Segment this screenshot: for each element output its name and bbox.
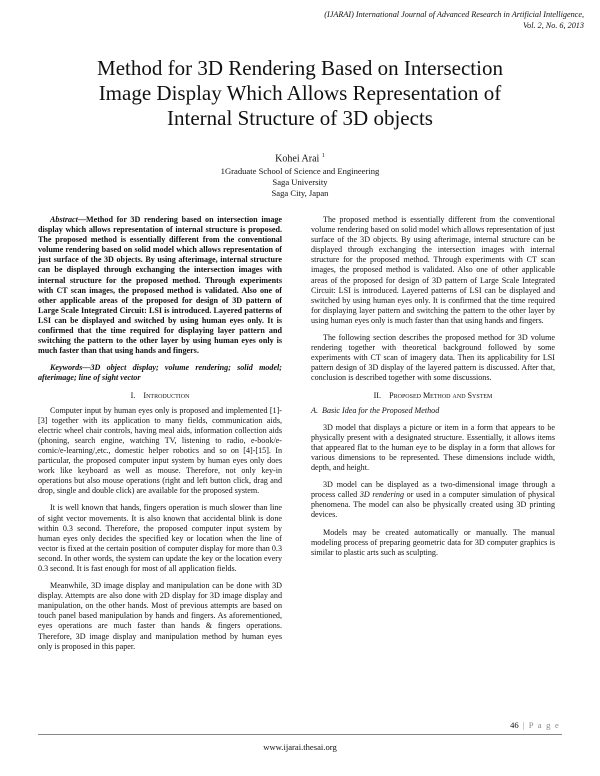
subsection-heading-basic-idea: A. Basic Idea for the Proposed Method bbox=[311, 405, 440, 415]
title-line-2: Image Display Which Allows Representation of bbox=[98, 81, 502, 105]
intro-paragraph-4: The proposed method is essentially different from the conventional volume rendering based on solid model which allows representation of just surface of the 3D objects. By using afterimage, internal structure can be displayed through exchanging the intersection images with internal structure for the proposed method. Through experiments with CT scan images, the proposed method is validated. Also one of other applicable areas of the proposed for design of 3D pattern of Large Scale Integrated Circuit: LSI is introduced. Layered patterns of LSI can be displayed and switched by using human eyes only. It is confirmed that the time required for displaying layer pattern and switching the pattern to the other layer by using human eyes only is much faster than that using hands and fingers. bbox=[311, 215, 555, 325]
page-word: P a g e bbox=[528, 720, 560, 730]
author-name: Kohei Arai $^1$ bbox=[275, 153, 325, 165]
journal-volume: Vol. 2, No. 6, 2013 bbox=[523, 20, 584, 30]
title-line-1: Method for 3D Rendering Based on Intersection bbox=[97, 56, 503, 80]
keywords-lead: Keywords— bbox=[50, 363, 91, 373]
intro-paragraph-3: Meanwhile, 3D image display and manipulation can be done with 3D display. Attempts are also done with 2D display for 3D image display and manipulation, on the other hands. Most of previous attempts are based on touch panel based manipulation by hands and fingers. As aforementioned, eyes operations are much faster than hands & fingers operations. Therefore, 3D image display and manipulation method by human eyes only is proposed in this paper. bbox=[38, 581, 282, 651]
method-paragraph-1: 3D model that displays a picture or item in a form that appears to be physically present with a designated structure. Essentially, it allows items that appeared flat to the human eye to be display in a form that allows for various dimensions to be represented. These dimensions include width, depth, and height. bbox=[311, 422, 555, 473]
footer-url: www.ijarai.thesai.org bbox=[263, 742, 337, 752]
intro-paragraph-1: Computer input by human eyes only is proposed and implemented [1]-[3] together with its application to many fields, communication aids, electric wheel chair controls, having meal aids, information collection aids (phoning, search engine, watching TV, listening to radio, e-book/e-comic/e-learning/,etc., domestic helper robotics and so on [4]-[15]. In particular, the proposed computer input system by human eyes only does work like keyboard as well as mouse. Therefore, not only key-in operations but also mouse operations (right and left button click, drag and drop, single and double click) are available for the proposed system. bbox=[38, 405, 282, 496]
section-heading-introduction: I. Introduction bbox=[130, 390, 190, 400]
abstract bbox=[38, 215, 282, 356]
page-number-value: 46 bbox=[510, 720, 519, 730]
page-separator: | bbox=[522, 720, 525, 730]
section-heading-proposed-method: II. Proposed Method and System bbox=[373, 390, 493, 400]
journal-header bbox=[324, 10, 584, 31]
affiliation-line-1: 1Graduate School of Science and Engineering bbox=[220, 166, 380, 177]
journal-name: (IJARAI) International Journal of Advanced Research in Artificial Intelligence, bbox=[324, 10, 584, 19]
affiliation-line-3: Saga City, Japan bbox=[271, 188, 329, 199]
left-column bbox=[38, 215, 282, 659]
right-column bbox=[311, 215, 555, 565]
footer-divider bbox=[38, 734, 562, 735]
page-number bbox=[510, 720, 560, 730]
intro-paragraph-2: It is well known that hands, fingers operation is much slower than line of sight vector movements. It is also known that accidental blink is done within 0.3 second. Therefore, the proposed computer input system by human eyes only decides the specified key or location when the line of vector is fixed at the certain position of computer display for more than 0.3 second. In other words, the system can update the key or the location every 0.3 second. It is fast enough for most of all application fields. bbox=[38, 503, 282, 573]
abstract-lead: Abstract bbox=[50, 215, 78, 224]
title-line-3: Internal Structure of 3D objects bbox=[167, 106, 433, 130]
method-paragraph-2: 3D model can be displayed as a two-dimensional image through a process called 3D rendering or used in a computer simulation of physical phenomena. The model can also be physically created using 3D printing devices. bbox=[311, 480, 555, 520]
keywords bbox=[38, 363, 282, 383]
method-paragraph-3: Models may be created automatically or manually. The manual modeling process of preparing geometric data for 3D computer graphics is similar to plastic arts such as sculpting. bbox=[311, 527, 555, 557]
affiliation-line-2: Saga University bbox=[272, 177, 328, 188]
keywords-text: 3D object display; volume rendering; solid model; afterimage; line of sight vector bbox=[38, 363, 282, 383]
author-block bbox=[0, 150, 600, 199]
paper-title bbox=[40, 56, 560, 131]
abstract-text: —Method for 3D rendering based on intersection image display which allows representation of internal structure is proposed. The proposed method is essentially different from the conventional volume rendering based on solid model which allows representation of just surface of the 3D objects. By using afterimage, internal structure can be displayed through exchanging the intersection images with internal structure for the proposed method. Through experiments with CT scan images, the proposed method is validated. Also one of other applicable areas of the proposed for design of 3D pattern of Large Scale Integrated Circuit: LSI is introduced. Layered patterns of LSI can be displayed and switched by using human eyes only. It is confirmed that the time required for displaying layer pattern and switching the pattern to the other layer by using human eyes only is much faster than that using hands and fingers. bbox=[38, 215, 282, 356]
author-superscript: 1 bbox=[321, 153, 325, 159]
intro-paragraph-5: The following section describes the proposed method for 3D volume rendering together with theoretical background followed by some experiments with CT scan of imagery data. Then its applicability for LSI pattern design of 3D display of the layered pattern is discussed. After that, conclusion is described together with some discussions. bbox=[311, 333, 555, 383]
